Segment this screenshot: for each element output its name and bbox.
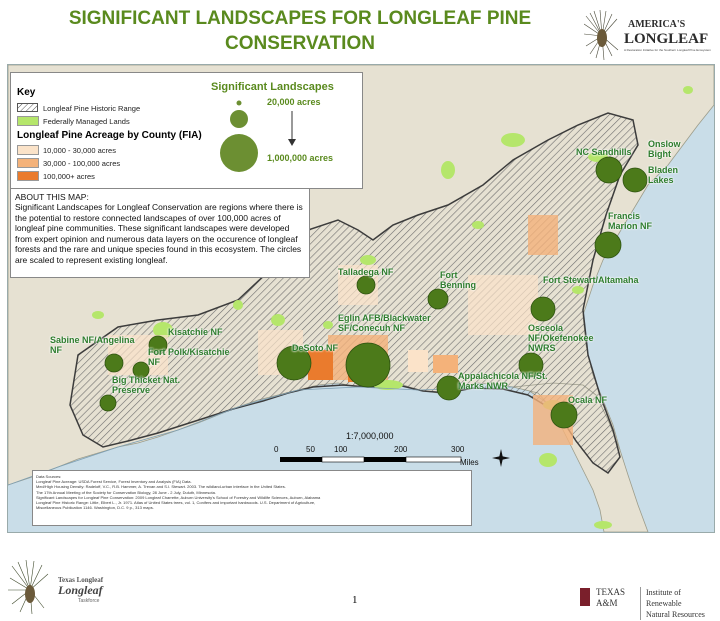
key-label-acreage-high: 100,000+ acres (43, 172, 95, 181)
key-swatch-acreage-high (17, 171, 39, 181)
tamu-wordmark (596, 587, 625, 609)
label-sabine: Sabine NF/Angelina NF (50, 335, 135, 355)
label-kisatchie: Kisatchie NF (168, 327, 223, 337)
source-line: Significant Landscapes for Longleaf Pine Conservation: 2009 Longleaf Charrette, Auburn University's School of Forestry and Wildlife Sciences, Auburn, Alabama (36, 494, 321, 500)
source-line: Data Sources: (36, 474, 62, 479)
circle-ocala (551, 402, 577, 428)
logo-bottom-line2: Longleaf (58, 583, 103, 597)
key-swatch-acreage-low (17, 145, 39, 155)
key-label-acreage-low: 10,000 - 30,000 acres (43, 146, 116, 155)
circle-francis-marion (595, 232, 621, 258)
label-onslow-bight: Onslow Bight (648, 139, 681, 159)
title-line-2: CONSERVATION (225, 33, 375, 54)
arrow-down-icon (287, 111, 297, 147)
about-text: Significant Landscapes for Longleaf Conservation are regions where there is the potential to restore connected landscapes of over 100,000 acres of longleaf pine communities. These significant landscapes were developed from expert opinion and numerous data layers on the occurence of longleaf forests and the rare and unique species found in this ecosystem. The circles are scaled to represent existing longleaf. (15, 202, 303, 265)
key-swatch-historic-range (17, 103, 39, 113)
scale-tick-200: 200 (394, 445, 408, 454)
page-title (0, 6, 600, 56)
data-sources (32, 470, 472, 526)
key-circles-max: 1,000,000 acres (267, 153, 334, 163)
circle-fort-stewart (531, 297, 555, 321)
circle-eglin (346, 343, 390, 387)
scale-unit: Miles (460, 458, 479, 467)
label-ocala: Ocala NF (568, 395, 608, 405)
key-heading: Key (17, 87, 36, 98)
logo-bottom-line3: Taskforce (78, 598, 100, 604)
source-line: The 17th Annual Meeting of the Society for Conservation Biology, 28 June - 2 July, Duluth, Minnesota. (36, 489, 216, 495)
circle-talladega (357, 276, 375, 294)
texas-longleaf-taskforce-logo (8, 560, 120, 616)
circle-nc-sandhills (596, 157, 622, 183)
map-key (10, 72, 363, 189)
texas-am-irnr-logo (580, 585, 715, 619)
label-fort-benning: Fort Benning (440, 270, 476, 290)
key-circles-heading: Significant Landscapes (211, 81, 334, 93)
logo-top-tagline: A Restoration Initiative for the Southern Longleaf Pine Ecosystem (624, 48, 711, 52)
logo-top-line1: AMERICA'S (628, 19, 686, 30)
scale-tick-100: 100 (334, 445, 348, 454)
tamu-line-1: TEXAS (596, 587, 625, 597)
logo-bottom-line1: Texas Longleaf (58, 576, 104, 584)
label-bladen-lakes: Bladen Lakes (648, 165, 679, 185)
about-heading: ABOUT THIS MAP: (15, 192, 89, 202)
americas-longleaf-logo (584, 10, 712, 62)
label-osceola: Osceola NF/Okefenokee NWRS (528, 323, 594, 353)
key-circles-min: 20,000 acres (267, 97, 321, 107)
source-line: Longleaf Pine Acreage: USDA Forest Service, Forest Inventory and Analysis (FIA) Data. (36, 479, 192, 485)
key-swatch-acreage-mid (17, 158, 39, 168)
source-line: Longleaf Pine Historic Range: Little, Elbert L., Jr. 1971. Atlas of United States trees, vol. 1, Conifers and important hardwoods. U.S. Department of Agriculture, (36, 500, 316, 506)
about-this-map (10, 188, 310, 278)
logo-top-line2: LONGLEAF (624, 31, 709, 47)
scale-tick-0: 0 (274, 445, 279, 454)
source-line: Med/High Housing Density: Radeloff, V.C., R.B. Hammer, A. Trexan and S.I. Stewart. 2003. The wildland-urban interface in the United States. (36, 484, 286, 490)
label-desoto: DeSoto NF (292, 343, 338, 353)
label-francis-marion: Francis Marion NF (608, 211, 652, 231)
label-talladega: Talladega NF (338, 267, 394, 277)
key-swatch-federal (17, 116, 39, 126)
key-label-historic-range: Longleaf Pine Historic Range (43, 104, 141, 113)
source-line: Miscellaneous Publication 1146. Washington, D.C. 9 p., 313 maps. (36, 505, 154, 511)
north-arrow-icon (492, 449, 510, 467)
scale-bar (280, 457, 461, 462)
scale-tick-300: 300 (451, 445, 465, 454)
circle-big-thicket (100, 395, 116, 411)
label-nc-sandhills: NC Sandhills (576, 147, 632, 157)
label-appalachicola: Appalachicola NF/St. Marks NWR (458, 371, 548, 391)
circle-fort-benning (428, 289, 448, 309)
key-acreage-heading: Longleaf Pine Acreage by County (FIA) (17, 130, 202, 141)
scale-tick-50: 50 (306, 445, 315, 454)
page-number: 1 (352, 594, 358, 606)
irnr-wordmark (640, 587, 715, 620)
key-label-acreage-mid: 30,000 - 100,000 acres (43, 159, 121, 168)
label-big-thicket: Big Thicket Nat. Preserve (112, 375, 181, 395)
label-fort-polk: Fort Polk/Kisatchie NF (148, 347, 230, 367)
title-line-1: SIGNIFICANT LANDSCAPES FOR LONGLEAF PINE (68, 8, 532, 29)
label-fort-stewart: Fort Stewart/Altamaha (543, 275, 639, 285)
tamu-mark-icon (580, 588, 590, 606)
key-label-federal: Federally Managed Lands (43, 117, 130, 126)
scale-ratio: 1:7,000,000 (346, 431, 394, 441)
key-circle-scale (219, 97, 259, 175)
label-eglin: Eglin AFB/Blackwater SF/Conecuh NF (338, 313, 431, 333)
irnr-line-2: Natural Resources (646, 610, 705, 619)
tamu-line-2: A&M (596, 598, 618, 608)
circle-sabine (105, 354, 123, 372)
irnr-line-1: Institute of Renewable (646, 588, 682, 608)
circle-bladen-lakes (623, 168, 647, 192)
